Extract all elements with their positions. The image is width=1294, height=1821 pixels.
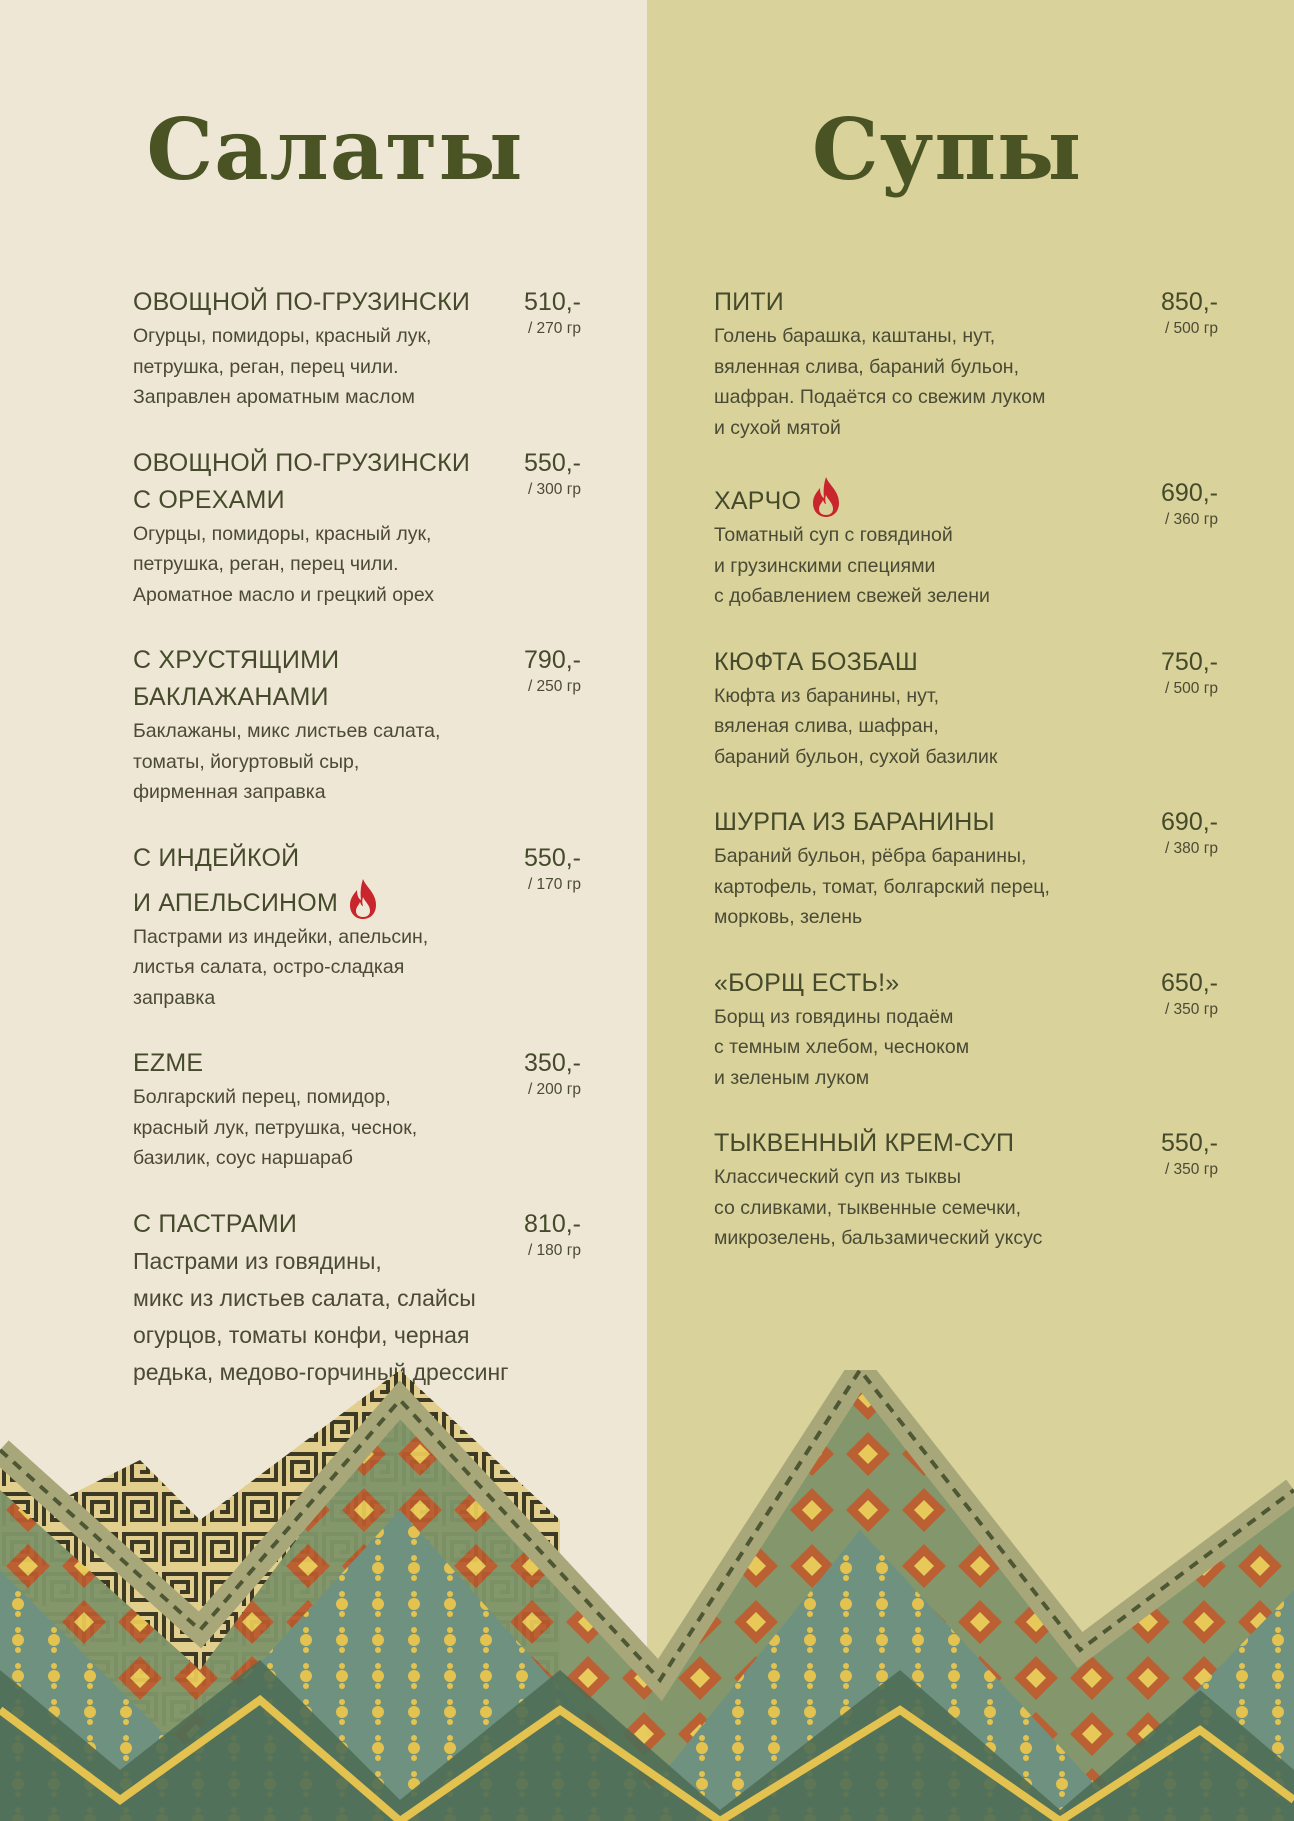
item-description: Пастрами из говядины, микс из листьев салата, слайсы огурцов, томаты конфи, черная редька, медово-горчиный дрессинг bbox=[133, 1247, 509, 1385]
item-weight: / 500 гр bbox=[1164, 679, 1218, 697]
item-weight: / 360 гр bbox=[1164, 511, 1218, 528]
item-price: 550,- bbox=[524, 843, 581, 872]
item-description: Баклажаны, микс листьев салата, томаты, йогуртовый сыр, фирменная заправка bbox=[133, 720, 441, 803]
menu-item bbox=[133, 445, 581, 611]
item-description: Томатный суп с говядиной и грузинскими специями с добавлением свежей зелени bbox=[714, 524, 990, 607]
item-name: ХАРЧО bbox=[714, 487, 802, 515]
item-price: 550,- bbox=[1161, 1129, 1218, 1157]
item-name: «БОРЩ ЕСТЬ!» bbox=[714, 968, 900, 997]
item-name: EZME bbox=[133, 1049, 204, 1077]
item-name: ТЫКВЕННЫЙ КРЕМ-СУП bbox=[714, 1129, 1015, 1157]
item-weight: / 350 гр bbox=[1164, 1000, 1218, 1018]
item-description: Кюфта из баранины, нут, вяленая слива, шафран, бараний бульон, сухой базилик bbox=[714, 684, 998, 768]
item-name: ПИТИ bbox=[714, 288, 784, 316]
soups-heading: Супы bbox=[811, 100, 1083, 199]
item-weight: / 270 гр bbox=[527, 320, 581, 337]
item-price: 690,- bbox=[1161, 479, 1218, 507]
item-price: 850,- bbox=[1161, 288, 1218, 316]
item-name: С ПАСТРАМИ bbox=[133, 1209, 298, 1238]
item-weight: / 170 гр bbox=[527, 875, 581, 893]
menu-item bbox=[714, 804, 1218, 933]
item-price: 510,- bbox=[524, 288, 581, 316]
item-name: КЮФТА БОЗБАШ bbox=[714, 647, 918, 676]
menu-item bbox=[714, 284, 1218, 443]
menu-item bbox=[714, 475, 1218, 612]
flame-icon bbox=[346, 877, 380, 921]
item-description: Голень барашка, каштаны, нут, вяленная слива, бараний бульон, шафран. Подаётся со свежим луком и сухой мятой bbox=[714, 325, 1046, 439]
item-description: Огурцы, помидоры, красный лук, петрушка, реган, перец чили. Ароматное масло и грецкий орех bbox=[133, 522, 435, 606]
menu-item bbox=[133, 1045, 581, 1174]
item-weight: / 180 гр bbox=[527, 1241, 581, 1259]
menu-item bbox=[714, 1125, 1218, 1254]
carpet-ornament bbox=[0, 1370, 1294, 1821]
item-price: 750,- bbox=[1161, 647, 1218, 676]
item-weight: / 200 гр bbox=[527, 1081, 581, 1098]
menu-item bbox=[714, 644, 1218, 773]
item-description: Бараний бульон, рёбра баранины, картофель, томат, болгарский перец, морковь, зелень bbox=[714, 845, 1050, 928]
item-name: С ХРУСТЯЩИМИ БАКЛАЖАНАМИ bbox=[133, 646, 340, 711]
item-price: 690,- bbox=[1161, 808, 1218, 836]
item-price: 550,- bbox=[524, 448, 581, 477]
item-description: Огурцы, помидоры, красный лук, петрушка, реган, перец чили. Заправлен ароматным маслом bbox=[133, 325, 432, 408]
item-price: 790,- bbox=[524, 646, 581, 674]
item-name: ОВОЩНОЙ ПО-ГРУЗИНСКИ bbox=[133, 288, 471, 316]
item-weight: / 250 гр bbox=[527, 678, 581, 695]
item-description: Борщ из говядины подаём с темным хлебом, чесноком и зеленым луком bbox=[714, 1005, 970, 1089]
salads-list bbox=[133, 284, 581, 1423]
item-weight: / 500 гр bbox=[1164, 320, 1218, 337]
menu-item bbox=[714, 965, 1218, 1094]
item-name: С ИНДЕЙКОЙ И АПЕЛЬСИНОМ bbox=[133, 843, 338, 917]
menu-item bbox=[133, 1206, 581, 1391]
item-description: Пастрами из индейки, апельсин, листья салата, остро-сладкая заправка bbox=[133, 925, 429, 1009]
item-price: 650,- bbox=[1161, 968, 1218, 997]
item-description: Классический суп из тыквы со сливками, тыквенные семечки, микрозелень, бальзамический уксус bbox=[714, 1166, 1043, 1249]
menu-item bbox=[133, 642, 581, 808]
item-weight: / 300 гр bbox=[527, 480, 581, 498]
item-price: 350,- bbox=[524, 1049, 581, 1077]
flame-icon bbox=[809, 475, 843, 519]
menu-item bbox=[133, 284, 581, 413]
item-weight: / 350 гр bbox=[1164, 1161, 1218, 1178]
soups-list bbox=[714, 284, 1218, 1286]
item-weight: / 380 гр bbox=[1164, 840, 1218, 857]
item-name: ОВОЩНОЙ ПО-ГРУЗИНСКИ С ОРЕХАМИ bbox=[133, 448, 471, 514]
item-price: 810,- bbox=[524, 1209, 581, 1238]
item-name: ШУРПА ИЗ БАРАНИНЫ bbox=[714, 808, 995, 836]
salads-heading: Салаты bbox=[146, 100, 524, 199]
menu-item bbox=[133, 840, 581, 1014]
item-description: Болгарский перец, помидор, красный лук, петрушка, чеснок, базилик, соус наршараб bbox=[133, 1086, 418, 1169]
